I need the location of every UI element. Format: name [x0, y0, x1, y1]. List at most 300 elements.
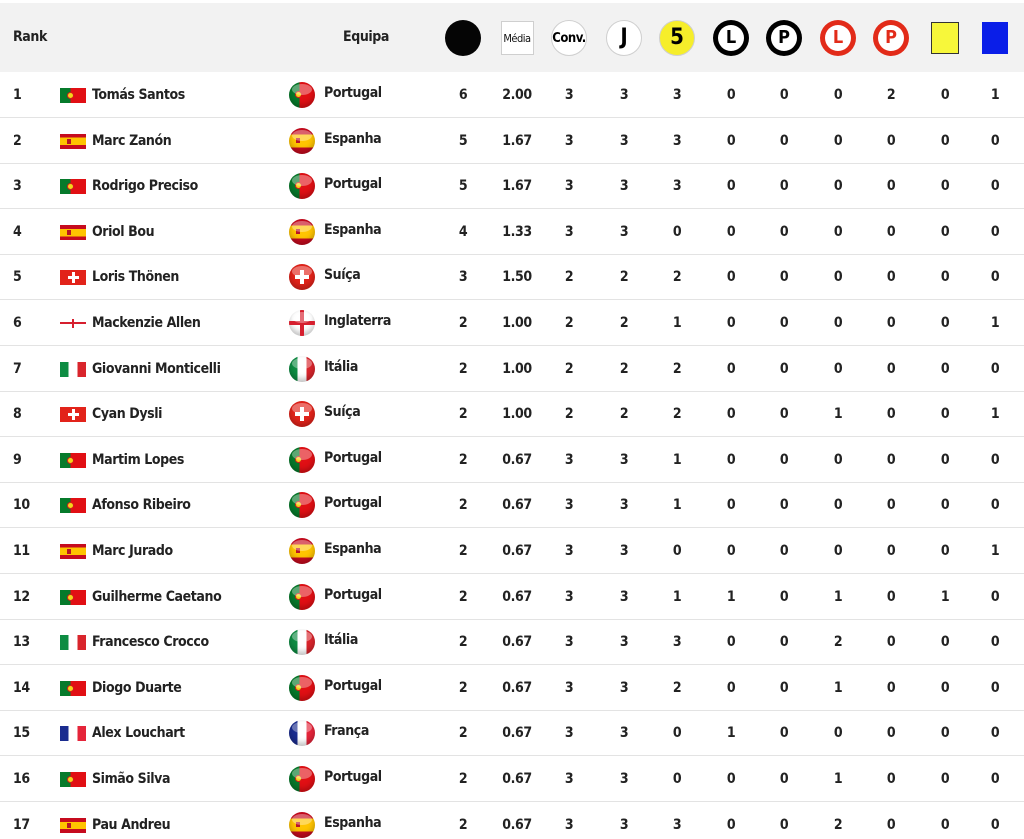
points-value: 2 — [458, 725, 468, 742]
l-black-value: 0 — [726, 679, 736, 696]
team-flag-ball-icon — [289, 447, 315, 473]
p-black-glyph: P — [771, 25, 797, 51]
yellow-card-header[interactable] — [927, 20, 963, 56]
p-red-value: 0 — [886, 223, 896, 240]
average-value: 1.33 — [502, 223, 532, 240]
average-value: 1.67 — [502, 132, 532, 149]
points-value: 2 — [458, 315, 468, 331]
player-name[interactable]: Francesco Crocco — [92, 634, 209, 651]
points-value: 2 — [458, 360, 468, 377]
p-red-value: 0 — [886, 178, 896, 195]
blue-card-value: 1 — [990, 543, 1000, 559]
rank-cell: 13 — [13, 634, 30, 651]
l-red-value: 0 — [833, 543, 843, 559]
yellow-card-value: 0 — [940, 451, 950, 468]
team-name[interactable]: Portugal — [324, 677, 382, 694]
player-name[interactable]: Diogo Duarte — [92, 679, 182, 696]
average-value: 1.00 — [502, 406, 532, 423]
average-value: 1.00 — [502, 360, 532, 377]
yellow-card-value: 0 — [940, 543, 950, 559]
conversions-value: 3 — [564, 497, 574, 514]
l-red-value: 0 — [833, 451, 843, 468]
team-name[interactable]: Portugal — [324, 176, 382, 193]
player-name[interactable]: Mackenzie Allen — [92, 315, 201, 331]
games-value: 2 — [619, 406, 629, 423]
points-value: 3 — [458, 269, 468, 286]
conv-circle-icon: Conv. — [551, 20, 587, 56]
blue-card-value: 0 — [990, 725, 1000, 742]
rank-cell: 10 — [13, 497, 30, 514]
player-name[interactable]: Martim Lopes — [92, 451, 185, 468]
l-red-value: 0 — [833, 360, 843, 377]
fives-value: 0 — [672, 223, 682, 240]
blue-card-value: 0 — [990, 497, 1000, 514]
player-flag-icon — [60, 681, 86, 696]
p-black-value: 0 — [779, 679, 789, 696]
l-black-value: 0 — [726, 406, 736, 423]
p-red-value: 0 — [886, 269, 896, 286]
games-value: 2 — [619, 269, 629, 286]
player-flag-icon — [60, 225, 86, 240]
p-black-value: 0 — [779, 771, 789, 787]
p-black-circle-icon — [766, 20, 802, 56]
games-value: 2 — [619, 360, 629, 377]
table-row[interactable] — [0, 209, 1024, 255]
games-value: 3 — [619, 588, 629, 605]
fives-value: 2 — [672, 360, 682, 377]
games-value: 3 — [619, 771, 629, 787]
games-value: 3 — [619, 87, 629, 103]
p-black-value: 0 — [779, 315, 789, 331]
fives-value: 0 — [672, 543, 682, 559]
table-row[interactable] — [0, 391, 1024, 437]
p-red-value: 0 — [886, 725, 896, 742]
table-row[interactable] — [0, 528, 1024, 574]
rank-cell: 4 — [13, 223, 22, 240]
blue-card-value: 1 — [990, 315, 1000, 331]
l-black-value: 0 — [726, 132, 736, 149]
l-black-value: 0 — [726, 87, 736, 103]
games-value: 3 — [619, 725, 629, 742]
p-black-value: 0 — [779, 178, 789, 195]
points-value: 6 — [458, 87, 468, 103]
p-red-value: 0 — [886, 497, 896, 514]
team-flag-ball-icon — [289, 584, 315, 610]
player-flag-icon — [60, 635, 86, 650]
yellow-card-value: 0 — [940, 269, 950, 286]
p-red-circle-icon — [873, 20, 909, 56]
l-black-value: 0 — [726, 360, 736, 377]
yellow-card-value: 0 — [940, 360, 950, 377]
l-black-value: 0 — [726, 634, 736, 651]
rank-cell: 14 — [13, 679, 30, 696]
player-flag-icon — [60, 179, 86, 194]
table-row[interactable] — [0, 163, 1024, 209]
team-name[interactable]: Suíça — [324, 267, 361, 284]
p-black-value: 0 — [779, 269, 789, 286]
yellow-card-value: 0 — [940, 497, 950, 514]
yellow-card-icon — [931, 22, 959, 54]
points-value: 2 — [458, 543, 468, 559]
team-flag-ball-icon — [289, 356, 315, 382]
fives-value: 0 — [672, 771, 682, 787]
average-value: 0.67 — [502, 497, 532, 514]
p-red-value: 2 — [886, 87, 896, 103]
player-name[interactable]: Guilherme Caetano — [92, 588, 222, 605]
player-name[interactable]: Rodrigo Preciso — [92, 178, 198, 195]
games-value: 3 — [619, 497, 629, 514]
blue-card-value: 1 — [990, 406, 1000, 423]
p-black-value: 0 — [779, 87, 789, 103]
points-value: 4 — [458, 223, 468, 240]
team-name[interactable]: Portugal — [324, 586, 382, 603]
points-value: 2 — [458, 679, 468, 696]
table-row[interactable] — [0, 710, 1024, 756]
conversions-value: 3 — [564, 816, 574, 833]
team-flag-ball-icon — [289, 264, 315, 290]
conversions-value: 2 — [564, 406, 574, 423]
l-black-value: 0 — [726, 497, 736, 514]
games-value: 3 — [619, 679, 629, 696]
l-black-value: 0 — [726, 315, 736, 331]
team-flag-ball-icon — [289, 82, 315, 108]
blue-card-value: 0 — [990, 223, 1000, 240]
fives-value: 3 — [672, 87, 682, 103]
team-name[interactable]: Inglaterra — [324, 313, 391, 329]
yellow-card-value: 0 — [940, 725, 950, 742]
games-value: 3 — [619, 451, 629, 468]
yellow-card-value: 0 — [940, 679, 950, 696]
fives-value: 3 — [672, 634, 682, 651]
yellow-card-value: 0 — [940, 178, 950, 195]
conversions-header[interactable] — [551, 20, 587, 56]
p-red-value: 0 — [886, 634, 896, 651]
fives-value: 0 — [672, 725, 682, 742]
average-value: 0.67 — [502, 543, 532, 559]
table-row[interactable] — [0, 72, 1024, 118]
yellow-card-value: 0 — [940, 406, 950, 423]
conversions-value: 2 — [564, 315, 574, 331]
l-red-value: 1 — [833, 679, 843, 696]
l-black-glyph: L — [718, 25, 744, 51]
l-red-value: 2 — [833, 816, 843, 833]
conversions-value: 3 — [564, 223, 574, 240]
p-black-header[interactable] — [766, 20, 802, 56]
player-name[interactable]: Alex Louchart — [92, 725, 185, 742]
team-name[interactable]: Portugal — [324, 449, 382, 466]
p-black-value: 0 — [779, 816, 789, 833]
table-row[interactable] — [0, 254, 1024, 300]
conversions-value: 3 — [564, 543, 574, 559]
l-red-glyph: L — [825, 25, 851, 51]
player-flag-icon — [60, 818, 86, 833]
l-red-value: 1 — [833, 588, 843, 605]
l-black-value: 0 — [726, 543, 736, 559]
average-value: 0.67 — [502, 725, 532, 742]
average-value: 0.67 — [502, 771, 532, 787]
rank-cell: 15 — [13, 725, 30, 742]
l-black-value: 1 — [726, 588, 736, 605]
player-flag-icon — [60, 453, 86, 468]
team-flag-ball-icon — [289, 128, 315, 154]
l-red-value: 0 — [833, 223, 843, 240]
media-box: Média — [501, 21, 534, 55]
p-red-value: 0 — [886, 588, 896, 605]
table-row[interactable] — [0, 437, 1024, 483]
player-name[interactable]: Oriol Bou — [92, 223, 155, 240]
l-black-header[interactable] — [713, 20, 749, 56]
team-flag-ball-icon — [289, 492, 315, 518]
p-red-value: 0 — [886, 406, 896, 423]
rank-cell: 9 — [13, 451, 22, 468]
team-name[interactable]: Portugal — [324, 85, 382, 101]
table-row[interactable] — [0, 346, 1024, 392]
player-flag-icon — [60, 88, 86, 103]
games-value: 3 — [619, 634, 629, 651]
player-name[interactable]: Marc Zanón — [92, 132, 172, 149]
points-header[interactable] — [445, 20, 481, 56]
team-flag-ball-icon — [289, 538, 315, 564]
conversions-value: 3 — [564, 132, 574, 149]
rank-cell: 2 — [13, 132, 22, 149]
conversions-value: 3 — [564, 87, 574, 103]
conversions-value: 3 — [564, 725, 574, 742]
yellow-card-value: 0 — [940, 223, 950, 240]
table-row[interactable] — [0, 482, 1024, 528]
l-red-circle-icon — [820, 20, 856, 56]
average-value: 1.67 — [502, 178, 532, 195]
player-flag-icon — [60, 544, 86, 559]
p-red-value: 0 — [886, 543, 896, 559]
average-value: 2.00 — [502, 87, 532, 103]
player-flag-icon — [60, 319, 86, 328]
player-flag-icon — [60, 726, 86, 741]
rank-header[interactable]: Rank — [13, 29, 47, 45]
l-red-header[interactable] — [820, 20, 856, 56]
blue-card-value: 0 — [990, 634, 1000, 651]
conversions-value: 3 — [564, 634, 574, 651]
average-header[interactable] — [499, 20, 535, 56]
average-value: 1.00 — [502, 315, 532, 331]
p-red-glyph: P — [878, 25, 904, 51]
player-name[interactable]: Simão Silva — [92, 771, 171, 787]
p-red-value: 0 — [886, 816, 896, 833]
rank-cell: 17 — [13, 816, 30, 833]
rank-cell: 16 — [13, 771, 30, 787]
team-flag-ball-icon — [289, 401, 315, 427]
team-flag-ball-icon — [289, 629, 315, 655]
table-header — [0, 3, 1024, 72]
l-black-value: 0 — [726, 816, 736, 833]
rank-cell: 7 — [13, 360, 22, 377]
rank-cell: 12 — [13, 588, 30, 605]
yellow-card-value: 1 — [940, 588, 950, 605]
l-red-value: 0 — [833, 725, 843, 742]
black-circle-icon — [445, 20, 481, 56]
l-black-value: 0 — [726, 451, 736, 468]
average-value: 0.67 — [502, 634, 532, 651]
rank-cell: 8 — [13, 406, 22, 423]
player-flag-icon — [60, 590, 86, 605]
average-value: 0.67 — [502, 588, 532, 605]
average-value: 0.67 — [502, 451, 532, 468]
l-black-value: 0 — [726, 178, 736, 195]
player-name[interactable]: Marc Jurado — [92, 543, 173, 559]
p-red-header[interactable] — [873, 20, 909, 56]
blue-card-value: 0 — [990, 132, 1000, 149]
table-row[interactable] — [0, 756, 1024, 802]
table-row[interactable] — [0, 802, 1024, 839]
conversions-value: 3 — [564, 178, 574, 195]
p-black-value: 0 — [779, 588, 789, 605]
games-value: 3 — [619, 223, 629, 240]
fives-value: 1 — [672, 315, 682, 331]
p-red-value: 0 — [886, 451, 896, 468]
player-name[interactable]: Giovanni Monticelli — [92, 360, 221, 377]
rank-cell: 11 — [13, 543, 30, 559]
p-black-value: 0 — [779, 634, 789, 651]
p-black-value: 0 — [779, 406, 789, 423]
team-flag-ball-icon — [289, 812, 315, 838]
games-value: 3 — [619, 543, 629, 559]
rank-cell: 5 — [13, 269, 22, 286]
blue-card-value: 0 — [990, 451, 1000, 468]
conversions-value: 3 — [564, 771, 574, 787]
fives-value: 2 — [672, 679, 682, 696]
table-row[interactable] — [0, 619, 1024, 665]
player-name[interactable]: Pau Andreu — [92, 816, 171, 833]
p-red-value: 0 — [886, 132, 896, 149]
player-name[interactable]: Afonso Ribeiro — [92, 497, 191, 514]
games-value: 2 — [619, 315, 629, 331]
team-header[interactable]: Equipa — [343, 29, 390, 45]
table-row[interactable] — [0, 665, 1024, 711]
p-black-value: 0 — [779, 132, 789, 149]
team-name[interactable]: França — [324, 723, 369, 740]
player-flag-icon — [60, 362, 86, 377]
p-black-value: 0 — [779, 223, 789, 240]
points-value: 2 — [458, 406, 468, 423]
average-value: 0.67 — [502, 679, 532, 696]
average-value: 0.67 — [502, 816, 532, 833]
fives-value: 2 — [672, 269, 682, 286]
team-name[interactable]: Itália — [324, 632, 358, 649]
player-name[interactable]: Tomás Santos — [92, 87, 185, 103]
points-value: 2 — [458, 816, 468, 833]
team-name[interactable]: Suíça — [324, 404, 361, 421]
yellow-card-value: 0 — [940, 132, 950, 149]
team-name[interactable]: Espanha — [324, 814, 382, 831]
blue-card-value: 0 — [990, 771, 1000, 787]
p-red-value: 0 — [886, 679, 896, 696]
conversions-value: 3 — [564, 679, 574, 696]
games-value: 3 — [619, 178, 629, 195]
l-red-value: 0 — [833, 315, 843, 331]
points-value: 2 — [458, 497, 468, 514]
p-black-value: 0 — [779, 360, 789, 377]
team-flag-ball-icon — [289, 766, 315, 792]
l-red-value: 0 — [833, 132, 843, 149]
average-value: 1.50 — [502, 269, 532, 286]
j-circle-icon: J — [606, 20, 642, 56]
l-black-value: 0 — [726, 269, 736, 286]
l-black-value: 0 — [726, 771, 736, 787]
blue-card-value: 0 — [990, 178, 1000, 195]
yellow-card-value: 0 — [940, 771, 950, 787]
points-value: 2 — [458, 451, 468, 468]
l-red-value: 0 — [833, 178, 843, 195]
team-name[interactable]: Portugal — [324, 769, 382, 785]
conversions-value: 2 — [564, 360, 574, 377]
yellow-card-value: 0 — [940, 816, 950, 833]
conversions-value: 3 — [564, 451, 574, 468]
player-flag-icon — [60, 498, 86, 513]
player-flag-icon — [60, 407, 86, 422]
blue-card-value: 1 — [990, 87, 1000, 103]
player-name[interactable]: Loris Thönen — [92, 269, 179, 286]
points-value: 5 — [458, 132, 468, 149]
team-flag-ball-icon — [289, 675, 315, 701]
p-black-value: 0 — [779, 497, 789, 514]
blue-card-value: 0 — [990, 588, 1000, 605]
team-flag-ball-icon — [289, 310, 315, 336]
p-red-value: 0 — [886, 771, 896, 787]
blue-card-value: 0 — [990, 360, 1000, 377]
blue-card-icon — [982, 22, 1008, 54]
p-black-value: 0 — [779, 451, 789, 468]
five-yellow-circle-icon: 5 — [659, 20, 695, 56]
conversions-value: 2 — [564, 269, 574, 286]
fives-value: 3 — [672, 132, 682, 149]
l-black-value: 1 — [726, 725, 736, 742]
games-value: 3 — [619, 132, 629, 149]
p-red-value: 0 — [886, 360, 896, 377]
points-value: 2 — [458, 634, 468, 651]
player-name[interactable]: Cyan Dysli — [92, 406, 163, 423]
team-name[interactable]: Itália — [324, 358, 358, 375]
l-red-value: 2 — [833, 634, 843, 651]
points-value: 2 — [458, 588, 468, 605]
team-name[interactable]: Espanha — [324, 130, 382, 147]
points-value: 2 — [458, 771, 468, 787]
team-name[interactable]: Espanha — [324, 541, 382, 557]
player-flag-icon — [60, 270, 86, 285]
fives-value: 1 — [672, 451, 682, 468]
p-red-value: 0 — [886, 315, 896, 331]
games-header[interactable] — [606, 20, 642, 56]
points-value: 5 — [458, 178, 468, 195]
fives-header[interactable] — [659, 20, 695, 56]
table-row[interactable] — [0, 574, 1024, 620]
yellow-card-value: 0 — [940, 634, 950, 651]
rank-cell: 1 — [13, 87, 22, 103]
l-red-value: 1 — [833, 771, 843, 787]
conversions-value: 3 — [564, 588, 574, 605]
team-name[interactable]: Espanha — [324, 221, 382, 238]
games-value: 3 — [619, 816, 629, 833]
table-row[interactable] — [0, 118, 1024, 164]
team-flag-ball-icon — [289, 720, 315, 746]
team-name[interactable]: Portugal — [324, 495, 382, 512]
table-row[interactable] — [0, 300, 1024, 346]
player-flag-icon — [60, 772, 86, 787]
fives-value: 2 — [672, 406, 682, 423]
blue-card-header[interactable] — [977, 20, 1013, 56]
fives-value: 3 — [672, 178, 682, 195]
fives-value: 1 — [672, 588, 682, 605]
yellow-card-value: 0 — [940, 315, 950, 331]
team-flag-ball-icon — [289, 173, 315, 199]
